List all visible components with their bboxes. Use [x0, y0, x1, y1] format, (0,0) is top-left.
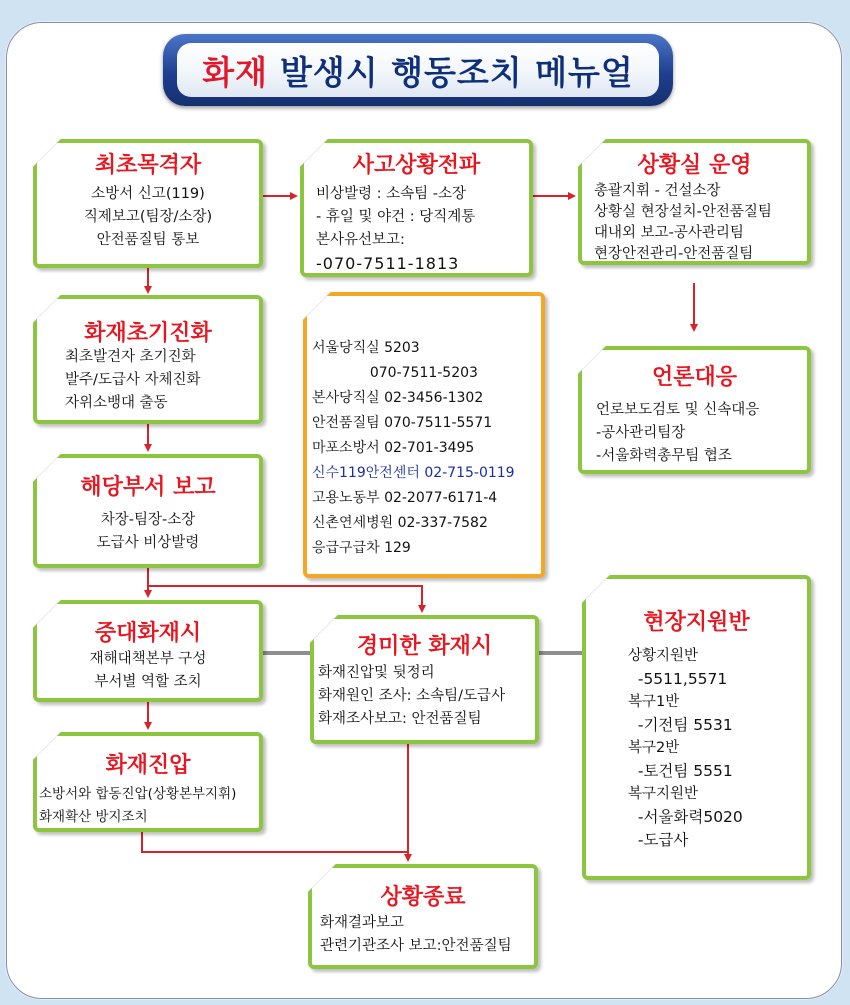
box-line: 안전품질팀 통보	[96, 232, 200, 248]
box-site-support	[582, 575, 811, 880]
box-line: 도급사 비상발령	[96, 535, 200, 551]
box-line: 차장-팀장-소장	[100, 512, 196, 528]
line-suppression-to-end	[142, 832, 408, 852]
box-line: -5511,5571	[628, 670, 728, 688]
fold-corner-icon	[582, 575, 610, 603]
box-line: 최초발견자 초기진화	[65, 349, 196, 365]
box-dept-report	[33, 454, 263, 568]
box-line: 복구2반	[628, 740, 680, 756]
box-line: 총괄지휘 - 건설소장	[594, 183, 721, 199]
fold-corner-icon	[303, 292, 331, 320]
box-title: 중대화재시	[94, 621, 202, 646]
box-line: 복구지원반	[628, 786, 699, 802]
box-phone-list	[303, 292, 545, 578]
box-media-response	[578, 346, 811, 474]
box-line: -서울화력5020	[628, 808, 743, 826]
box-title: 사고상황전파	[352, 153, 481, 178]
title-rest: 발생시 행동조치 메뉴얼	[280, 52, 634, 92]
box-line: 자위소뱅대 출동	[65, 395, 168, 411]
box-line: 관련기관조사 보고:안전품질팀	[320, 938, 512, 954]
box-line: -기전팀 5531	[628, 716, 733, 734]
box-line: 상황지원반	[628, 648, 699, 664]
box-first-witness	[33, 139, 263, 268]
phone-line: 070-7511-5203	[312, 365, 478, 381]
box-line: -공사관리팀장	[596, 425, 686, 441]
box-line: -서울화력총무팀 협조	[596, 448, 732, 464]
box-line: 화재원인 조사: 소속팀/도급사	[318, 688, 506, 704]
box-line: 화재진압및 뒷정리	[318, 665, 435, 681]
box-title: 화재초기진화	[84, 321, 212, 346]
box-line: 직제보고(팀장/소장)	[83, 209, 213, 225]
box-line: 발주/도급사 자체진화	[65, 372, 201, 388]
box-accident-report	[300, 139, 533, 277]
box-line: 복구1반	[628, 694, 680, 710]
box-line: 부서별 역할 조치	[94, 674, 202, 690]
phone-line: 응급구급차 129	[312, 540, 411, 556]
phone-line: 신촌연세병원 02-337-7582	[312, 515, 488, 531]
box-line: 언로보도검토 및 신속대응	[596, 402, 760, 418]
box-title: 현장지원반	[643, 610, 750, 635]
box-major-fire	[33, 600, 263, 702]
box-line: 본사유선보고:	[316, 232, 405, 248]
box-line: 재해대책본부 구성	[89, 651, 207, 667]
box-line: 비상발령 : 소속팀 -소장	[316, 186, 467, 202]
box-line: -070-7511-1813	[316, 254, 460, 273]
box-situation-end	[308, 864, 538, 969]
box-fire-suppression	[33, 732, 263, 832]
title-accent: 화재	[202, 52, 268, 92]
box-line: 소방서 신고(119)	[91, 186, 205, 202]
box-title: 상황종료	[380, 885, 466, 910]
box-title: 화재진압	[105, 753, 191, 778]
box-line: - 휴일 및 야건 : 당직계통	[316, 209, 476, 225]
box-title: 해당부서 보고	[80, 475, 216, 500]
phone-line: 안전품질팀 070-7511-5571	[312, 415, 493, 431]
box-line: -도급사	[628, 831, 689, 849]
box-line: 대내외 보고-공사관리팀	[594, 225, 744, 241]
box-line: 현장안전관리-안전품질팀	[594, 246, 754, 262]
box-line: -토건팀 5551	[628, 762, 733, 780]
box-title: 언론대응	[651, 365, 737, 390]
phone-line: 고용노동부 02-2077-6171-4	[312, 490, 498, 506]
box-title: 상황실 운영	[637, 153, 752, 178]
box-situation-room	[578, 139, 811, 265]
phone-line: 서울당직실 5203	[312, 340, 420, 356]
box-minor-fire	[310, 615, 539, 744]
box-title: 경미한 화재시	[356, 634, 493, 659]
box-initial-suppression	[33, 295, 263, 424]
phone-line: 본사당직실 02-3456-1302	[312, 390, 484, 406]
box-title: 최초목격자	[94, 153, 202, 178]
box-line: 소방서와 합동진압(상황본부지휘)	[39, 786, 237, 802]
phone-line-highlight: 신수119안전센터 02-715-0119	[312, 465, 515, 481]
box-line: 상황실 현장설치-안전품질팀	[594, 204, 772, 220]
phone-line: 마포소방서 02-701-3495	[312, 440, 475, 456]
box-line: 화재확산 방지조치	[39, 809, 148, 825]
box-line: 화재조사보고: 안전품질팀	[318, 711, 482, 727]
box-line: 화재결과보고	[320, 915, 405, 931]
